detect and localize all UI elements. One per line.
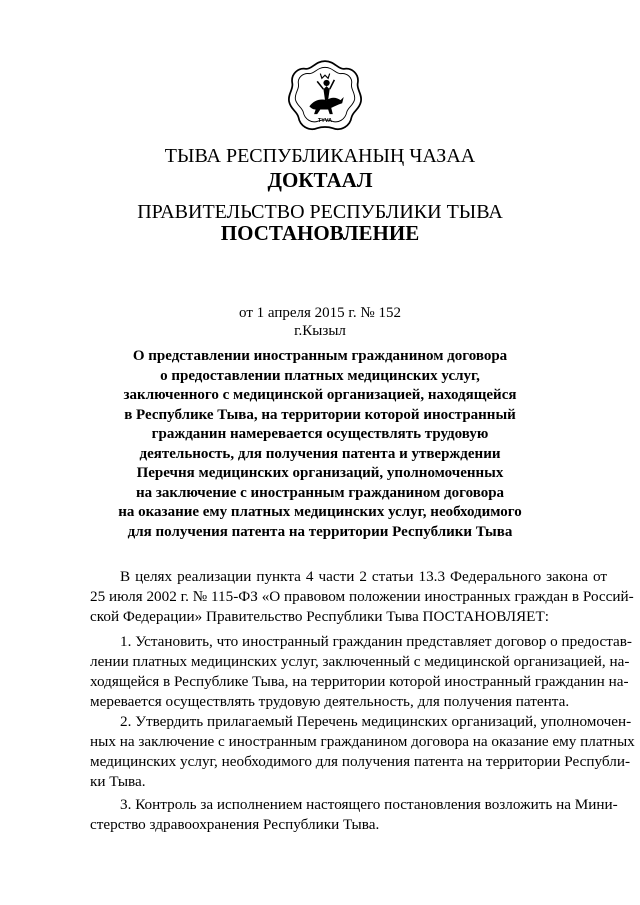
paragraph-line: 1. Установить, что иностранный гражданин представляет договор о предостав-: [120, 633, 632, 650]
title-line: Перечня медицинских организаций, уполномоченных: [136, 465, 504, 481]
item-2-paragraph: [90, 712, 635, 792]
paragraph-line: 3. Контроль за исполнением настоящего постановления возложить на Мини-: [120, 796, 618, 813]
paragraph-line: 2. Утвердить прилагаемый Перечень медицинских организаций, уполномочен-: [120, 713, 632, 730]
header-line-tuvan: ТЫВА РЕСПУБЛИКАНЫҢ ЧАЗАА: [164, 145, 476, 167]
paragraph-line: стерство здравоохранения Республики Тыва.: [90, 816, 380, 833]
paragraph-line: 25 июля 2002 г. № 115-ФЗ «О правовом положении иностранных граждан в Россий-: [90, 588, 634, 605]
paragraph-line: В целях реализации пункта 4 части 2 статьи 13.3 Федерального закона от: [120, 568, 607, 585]
paragraph-line: меревается осуществлять трудовую деятельность, для получения патента.: [90, 693, 570, 710]
header-line-russian: ПРАВИТЕЛЬСТВО РЕСПУБЛИКИ ТЫВА: [137, 201, 503, 223]
title-line: гражданин намеревается осуществлять трудовую: [151, 426, 489, 442]
preamble-paragraph: [90, 567, 634, 627]
document-title: [100, 347, 540, 542]
title-line: О представлении иностранным гражданином договора: [132, 348, 508, 364]
title-line: на заключение с иностранным гражданином договора: [135, 484, 505, 501]
title-line: в Республике Тыва, на территории которой иностранный: [124, 406, 516, 423]
title-line: на оказание ему платных медицинских услуг, необходимого: [118, 504, 522, 520]
title-line: для получения патента на территории Республики Тыва: [127, 523, 513, 540]
header-postanovlenie: ПОСТАНОВЛЕНИЕ: [220, 221, 420, 245]
title-line: о предоставлении платных медицинских услуг,: [160, 367, 480, 384]
emblem-text: TYVA: [317, 117, 333, 124]
item-3-paragraph: [90, 795, 618, 835]
title-line: деятельность, для получения патента и утверждении: [139, 445, 501, 462]
city: г.Кызыл: [294, 323, 346, 339]
paragraph-line: ходящейся в Республике Тыва, на территории которой иностранный гражданин на-: [90, 673, 629, 690]
paragraph-line: медицинских услуг, необходимого для получения патента на территории Республи-: [90, 753, 631, 770]
header-doctaal: ДОКТААЛ: [267, 168, 373, 192]
item-1-paragraph: [90, 632, 632, 712]
paragraph-line: ской Федерации» Правительство Республики Тыва ПОСТАНОВЛЯЕТ:: [90, 608, 549, 625]
title-line: заключенного с медицинской организацией, находящейся: [123, 387, 517, 403]
tuva-coat-of-arms-icon: [286, 58, 364, 136]
paragraph-line: ки Тыва.: [90, 773, 146, 790]
date-number: от 1 апреля 2015 г. № 152: [239, 305, 401, 321]
paragraph-line: лении платных медицинских услуг, заключенный с медицинской организацией, на-: [90, 653, 630, 670]
paragraph-line: ных на заключение с иностранным гражданином договора на оказание ему платных: [90, 733, 635, 750]
